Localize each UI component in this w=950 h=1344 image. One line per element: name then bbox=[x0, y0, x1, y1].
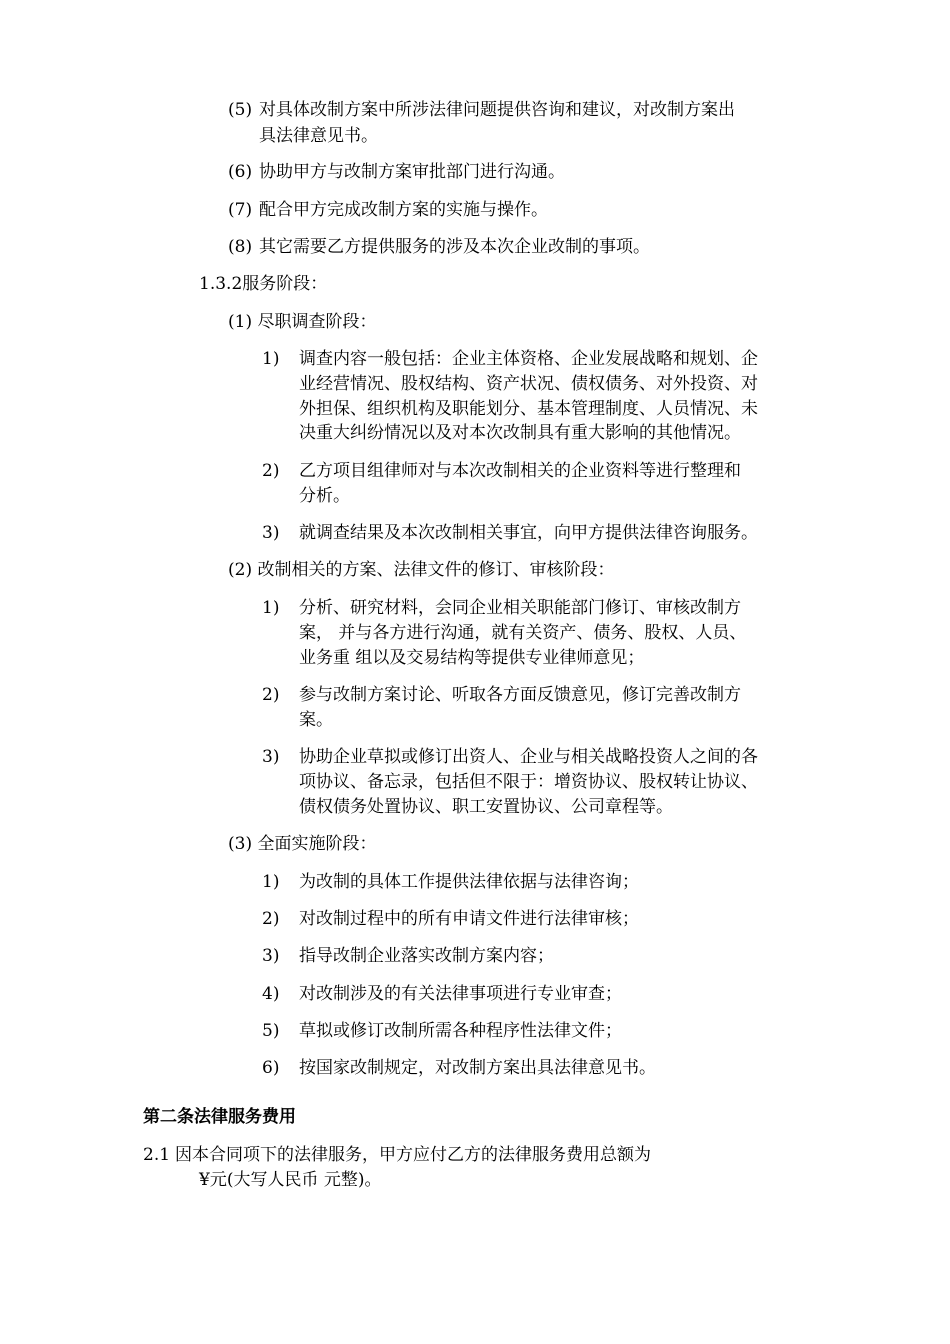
item-number: (8) bbox=[228, 237, 253, 257]
item-number: 6) bbox=[262, 1058, 280, 1078]
section-heading: 1.3.2服务阶段： bbox=[199, 274, 328, 294]
item-number: 3) bbox=[262, 523, 280, 543]
clause-text-line: 因本合同项下的法律服务，甲方应付乙方的法律服务费用总额为 bbox=[175, 1145, 651, 1165]
article-heading: 第二条法律服务费用 bbox=[143, 1107, 296, 1127]
item-text-line: 分析、研究材料，会同企业相关职能部门修订、审核改制方 bbox=[299, 598, 741, 618]
item-text-line: 配合甲方完成改制方案的实施与操作。 bbox=[259, 200, 548, 220]
item-text-line: 参与改制方案讨论、听取各方面反馈意见，修订完善改制方 bbox=[299, 685, 741, 705]
stage-title: (3) 全面实施阶段： bbox=[228, 834, 377, 854]
item-text-line: 项协议、备忘录，包括但不限于：增资协议、股权转让协议、 bbox=[299, 772, 758, 792]
item-text-line: 为改制的具体工作提供法律依据与法律咨询； bbox=[299, 872, 639, 892]
item-text-line: 协助甲方与改制方案审批部门进行沟通。 bbox=[259, 162, 565, 182]
clause-number: 2.1 bbox=[143, 1145, 171, 1165]
item-number: (5) bbox=[228, 100, 253, 120]
item-number: 1) bbox=[262, 872, 280, 892]
clause-text-line: ¥元(大写人民币 元整)。 bbox=[199, 1170, 382, 1190]
item-text-line: 案， 并与各方进行沟通，就有关资产、债务、股权、人员、 bbox=[299, 623, 747, 643]
item-text-line: 案。 bbox=[299, 710, 333, 730]
item-text-line: 对具体改制方案中所涉法律问题提供咨询和建议，对改制方案出 bbox=[259, 100, 735, 120]
item-text-line: 就调查结果及本次改制相关事宜，向甲方提供法律咨询服务。 bbox=[299, 523, 758, 543]
item-text-line: 指导改制企业落实改制方案内容； bbox=[299, 946, 554, 966]
item-number: 3) bbox=[262, 747, 280, 767]
item-number: 4) bbox=[262, 984, 280, 1004]
item-text-line: 按国家改制规定，对改制方案出具法律意见书。 bbox=[299, 1058, 656, 1078]
item-number: 3) bbox=[262, 946, 280, 966]
stage-title: (1) 尽职调查阶段： bbox=[228, 312, 377, 332]
item-text-line: 协助企业草拟或修订出资人、企业与相关战略投资人之间的各 bbox=[299, 747, 758, 767]
item-number: 2) bbox=[262, 685, 280, 705]
item-text-line: 对改制涉及的有关法律事项进行专业审查； bbox=[299, 984, 622, 1004]
item-text-line: 草拟或修订改制所需各种程序性法律文件； bbox=[299, 1021, 622, 1041]
item-number: (6) bbox=[228, 162, 253, 182]
stage-title: (2) 改制相关的方案、法律文件的修订、审核阶段： bbox=[228, 560, 615, 580]
item-number: 5) bbox=[262, 1021, 280, 1041]
item-text-line: 具法律意见书。 bbox=[259, 126, 378, 146]
item-number: 1) bbox=[262, 349, 280, 369]
item-number: 1) bbox=[262, 598, 280, 618]
item-text-line: 乙方项目组律师对与本次改制相关的企业资料等进行整理和 bbox=[299, 461, 741, 481]
item-text-line: 业经营情况、股权结构、资产状况、债权债务、对外投资、对 bbox=[299, 374, 758, 394]
item-text-line: 业务重 组以及交易结构等提供专业律师意见； bbox=[299, 648, 645, 668]
item-number: 2) bbox=[262, 909, 280, 929]
item-text-line: 调查内容一般包括：企业主体资格、企业发展战略和规划、企 bbox=[299, 349, 758, 369]
item-number: (7) bbox=[228, 200, 253, 220]
item-text-line: 其它需要乙方提供服务的涉及本次企业改制的事项。 bbox=[259, 237, 650, 257]
item-text-line: 债权债务处置协议、职工安置协议、公司章程等。 bbox=[299, 797, 673, 817]
item-number: 2) bbox=[262, 461, 280, 481]
item-text-line: 决重大纠纷情况以及对本次改制具有重大影响的其他情况。 bbox=[299, 423, 741, 443]
item-text-line: 外担保、组织机构及职能划分、基本管理制度、人员情况、未 bbox=[299, 399, 758, 419]
item-text-line: 分析。 bbox=[299, 486, 350, 506]
item-text-line: 对改制过程中的所有申请文件进行法律审核； bbox=[299, 909, 639, 929]
